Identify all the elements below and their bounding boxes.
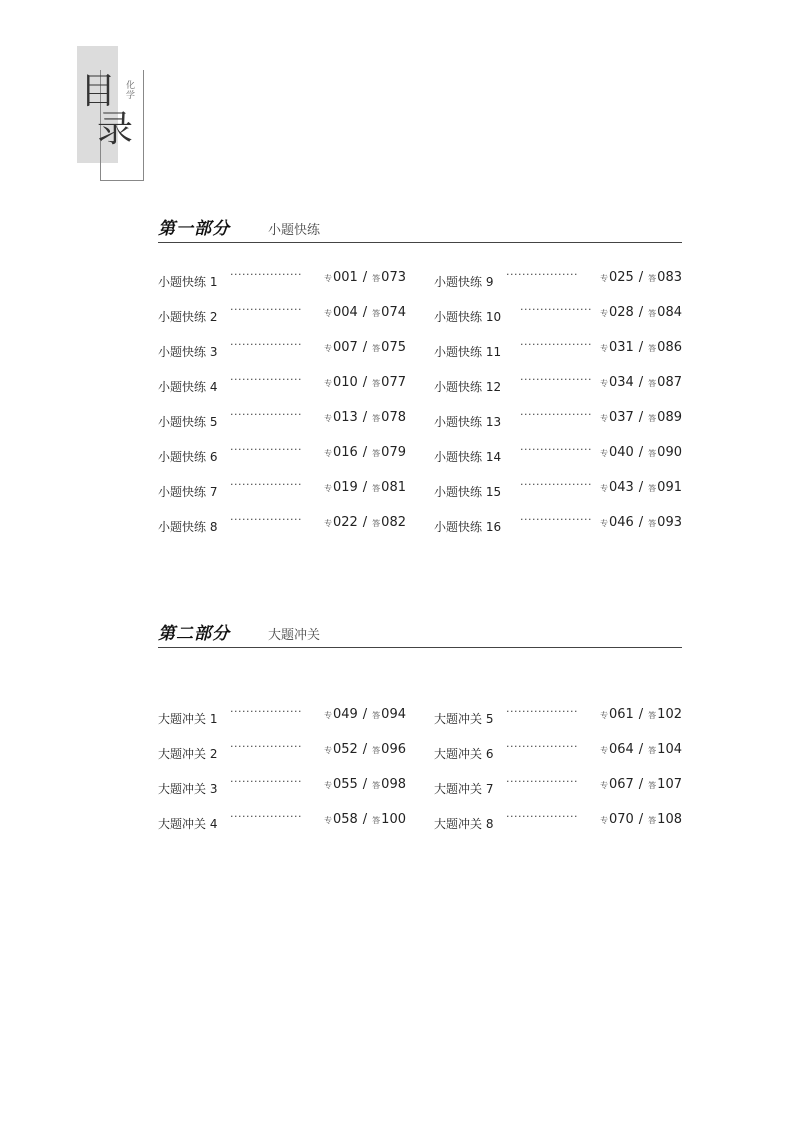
answer-page: 093	[657, 515, 682, 530]
leader-dots: ··················	[520, 303, 592, 316]
leader-dots: ··················	[230, 268, 302, 281]
separator: /	[638, 270, 644, 285]
entry-label: 小题快练 12	[434, 380, 502, 394]
separator: /	[362, 410, 368, 425]
question-marker: 专	[599, 344, 608, 353]
answer-marker: 答	[648, 309, 657, 318]
entry-label: 小题快练 3	[158, 345, 218, 359]
question-marker: 专	[323, 519, 332, 528]
page-refs	[600, 270, 682, 285]
toc-entry[interactable]	[434, 707, 682, 725]
toc-entry[interactable]	[434, 445, 682, 463]
separator: /	[362, 305, 368, 320]
page-refs	[600, 410, 682, 425]
answer-page: 073	[381, 270, 406, 285]
answer-page: 077	[381, 375, 406, 390]
question-page: 001	[332, 270, 358, 285]
entry-label: 小题快练 13	[434, 415, 502, 429]
entry-label: 小题快练 2	[158, 310, 218, 324]
page-refs	[324, 480, 406, 495]
separator: /	[362, 777, 368, 792]
question-page: 028	[608, 305, 634, 320]
question-marker: 专	[323, 484, 332, 493]
page-refs	[324, 707, 406, 722]
separator: /	[362, 707, 368, 722]
answer-page: 098	[381, 777, 406, 792]
toc-entry[interactable]	[158, 777, 406, 795]
page-refs	[324, 812, 406, 827]
toc-entry[interactable]	[434, 742, 682, 760]
answer-marker: 答	[648, 379, 657, 388]
toc-entry[interactable]	[158, 270, 406, 288]
question-page: 037	[608, 410, 634, 425]
answer-marker: 答	[648, 519, 657, 528]
page-refs	[324, 305, 406, 320]
answer-page: 102	[657, 707, 682, 722]
page-refs	[600, 480, 682, 495]
question-marker: 专	[599, 274, 608, 283]
toc-entry[interactable]	[158, 305, 406, 323]
answer-marker: 答	[372, 781, 381, 790]
leader-dots: ··················	[520, 408, 592, 421]
question-page: 016	[332, 445, 358, 460]
page-refs	[324, 777, 406, 792]
part1-header	[158, 218, 682, 243]
question-marker: 专	[323, 781, 332, 790]
title-char-mu: 目	[80, 71, 117, 112]
leader-dots: ··················	[230, 740, 302, 753]
question-page: 007	[332, 340, 358, 355]
separator: /	[362, 742, 368, 757]
question-marker: 专	[323, 816, 332, 825]
question-page: 049	[332, 707, 358, 722]
answer-marker: 答	[648, 414, 657, 423]
question-page: 052	[332, 742, 358, 757]
question-marker: 专	[323, 746, 332, 755]
leader-dots: ··················	[230, 408, 302, 421]
subject-label: 化学	[124, 80, 134, 100]
entry-label: 大题冲关 7	[434, 782, 494, 796]
answer-page: 084	[657, 305, 682, 320]
answer-page: 091	[657, 480, 682, 495]
entry-label: 大题冲关 4	[158, 817, 218, 831]
answer-marker: 答	[372, 711, 381, 720]
entry-label: 大题冲关 6	[434, 747, 494, 761]
question-marker: 专	[599, 781, 608, 790]
question-page: 004	[332, 305, 358, 320]
question-page: 061	[608, 707, 634, 722]
answer-page: 089	[657, 410, 682, 425]
toc-entry[interactable]	[434, 480, 682, 498]
separator: /	[362, 270, 368, 285]
part2-title: 大题冲关	[268, 628, 321, 643]
page-refs	[600, 445, 682, 460]
question-marker: 专	[323, 711, 332, 720]
page-refs	[600, 515, 682, 530]
leader-dots: ··················	[520, 443, 592, 456]
toc-entry[interactable]	[158, 742, 406, 760]
entry-label: 小题快练 9	[434, 275, 494, 289]
entry-label: 小题快练 8	[158, 520, 218, 534]
separator: /	[638, 742, 644, 757]
question-marker: 专	[599, 816, 608, 825]
toc-entry[interactable]	[158, 480, 406, 498]
answer-marker: 答	[648, 746, 657, 755]
question-page: 043	[608, 480, 634, 495]
part1-title: 小题快练	[268, 223, 321, 238]
question-page: 022	[332, 515, 358, 530]
question-marker: 专	[599, 746, 608, 755]
leader-dots: ··················	[520, 338, 592, 351]
separator: /	[638, 410, 644, 425]
toc-entry[interactable]	[434, 812, 682, 830]
page-refs	[600, 305, 682, 320]
entry-label: 小题快练 6	[158, 450, 218, 464]
question-page: 058	[332, 812, 358, 827]
toc-entry[interactable]	[158, 410, 406, 428]
toc-entry[interactable]	[434, 305, 682, 323]
answer-marker: 答	[648, 816, 657, 825]
separator: /	[362, 812, 368, 827]
leader-dots: ··················	[506, 810, 578, 823]
separator: /	[638, 515, 644, 530]
answer-page: 096	[381, 742, 406, 757]
answer-marker: 答	[372, 449, 381, 458]
question-marker: 专	[323, 414, 332, 423]
toc-entry[interactable]	[158, 340, 406, 358]
toc-entry[interactable]	[434, 777, 682, 795]
answer-page: 104	[657, 742, 682, 757]
question-marker: 专	[599, 484, 608, 493]
question-page: 055	[332, 777, 358, 792]
answer-marker: 答	[372, 309, 381, 318]
answer-page: 083	[657, 270, 682, 285]
toc-entry[interactable]	[434, 410, 682, 428]
question-marker: 专	[599, 519, 608, 528]
separator: /	[362, 375, 368, 390]
page-refs	[324, 742, 406, 757]
answer-marker: 答	[648, 344, 657, 353]
entry-label: 小题快练 5	[158, 415, 218, 429]
question-marker: 专	[599, 379, 608, 388]
answer-page: 086	[657, 340, 682, 355]
answer-marker: 答	[372, 379, 381, 388]
page-refs	[324, 515, 406, 530]
answer-page: 081	[381, 480, 406, 495]
question-page: 046	[608, 515, 634, 530]
separator: /	[638, 375, 644, 390]
question-page: 040	[608, 445, 634, 460]
separator: /	[638, 480, 644, 495]
leader-dots: ··················	[506, 740, 578, 753]
answer-marker: 答	[372, 519, 381, 528]
entry-label: 大题冲关 1	[158, 712, 218, 726]
answer-page: 094	[381, 707, 406, 722]
page-refs	[600, 777, 682, 792]
separator: /	[362, 340, 368, 355]
title-char-lu: 录	[97, 109, 134, 150]
answer-page: 100	[381, 812, 406, 827]
leader-dots: ··················	[520, 513, 592, 526]
question-page: 025	[608, 270, 634, 285]
page-refs	[324, 375, 406, 390]
toc-entry[interactable]	[434, 515, 682, 533]
entry-label: 大题冲关 3	[158, 782, 218, 796]
leader-dots: ··················	[506, 775, 578, 788]
toc-entry[interactable]	[158, 445, 406, 463]
answer-marker: 答	[372, 484, 381, 493]
question-page: 070	[608, 812, 634, 827]
toc-entry[interactable]	[434, 270, 682, 288]
entry-label: 小题快练 4	[158, 380, 218, 394]
question-marker: 专	[323, 379, 332, 388]
toc-entry[interactable]	[158, 812, 406, 830]
separator: /	[638, 777, 644, 792]
entry-label: 小题快练 16	[434, 520, 502, 534]
page-refs	[324, 410, 406, 425]
leader-dots: ··················	[520, 373, 592, 386]
leader-dots: ··················	[230, 810, 302, 823]
entry-label: 小题快练 15	[434, 485, 502, 499]
part1-label: 第一部分	[158, 219, 230, 239]
question-marker: 专	[599, 414, 608, 423]
leader-dots: ··················	[230, 303, 302, 316]
entry-label: 大题冲关 5	[434, 712, 494, 726]
page-refs	[600, 375, 682, 390]
leader-dots: ··················	[230, 513, 302, 526]
question-page: 031	[608, 340, 634, 355]
toc-entry[interactable]	[158, 707, 406, 725]
page-refs	[324, 445, 406, 460]
leader-dots: ··················	[506, 268, 578, 281]
question-marker: 专	[323, 344, 332, 353]
page-refs	[600, 707, 682, 722]
leader-dots: ··················	[520, 478, 592, 491]
leader-dots: ··················	[230, 478, 302, 491]
toc-entry[interactable]	[434, 375, 682, 393]
answer-marker: 答	[372, 414, 381, 423]
question-page: 064	[608, 742, 634, 757]
entry-label: 小题快练 7	[158, 485, 218, 499]
part2-label: 第二部分	[158, 624, 230, 644]
entry-label: 小题快练 14	[434, 450, 502, 464]
question-page: 010	[332, 375, 358, 390]
answer-marker: 答	[648, 484, 657, 493]
answer-marker: 答	[648, 711, 657, 720]
part2-header	[158, 623, 682, 648]
separator: /	[362, 515, 368, 530]
answer-marker: 答	[648, 781, 657, 790]
question-page: 013	[332, 410, 358, 425]
answer-page: 108	[657, 812, 682, 827]
separator: /	[362, 480, 368, 495]
page-refs	[600, 742, 682, 757]
question-marker: 专	[599, 711, 608, 720]
answer-marker: 答	[648, 449, 657, 458]
answer-page: 074	[381, 305, 406, 320]
question-marker: 专	[323, 309, 332, 318]
question-marker: 专	[599, 309, 608, 318]
answer-marker: 答	[372, 344, 381, 353]
entry-label: 小题快练 10	[434, 310, 502, 324]
leader-dots: ··················	[230, 443, 302, 456]
toc-entry[interactable]	[158, 515, 406, 533]
entry-label: 小题快练 1	[158, 275, 218, 289]
answer-marker: 答	[372, 746, 381, 755]
answer-marker: 答	[372, 274, 381, 283]
separator: /	[638, 812, 644, 827]
leader-dots: ··················	[230, 705, 302, 718]
question-page: 034	[608, 375, 634, 390]
entry-label: 小题快练 11	[434, 345, 502, 359]
separator: /	[362, 445, 368, 460]
answer-page: 087	[657, 375, 682, 390]
answer-page: 078	[381, 410, 406, 425]
entry-label: 大题冲关 2	[158, 747, 218, 761]
answer-page: 090	[657, 445, 682, 460]
page-refs	[324, 340, 406, 355]
page-refs	[600, 340, 682, 355]
toc-entry[interactable]	[434, 340, 682, 358]
separator: /	[638, 340, 644, 355]
toc-entry[interactable]	[158, 375, 406, 393]
answer-marker: 答	[372, 816, 381, 825]
question-page: 019	[332, 480, 358, 495]
separator: /	[638, 305, 644, 320]
answer-marker: 答	[648, 274, 657, 283]
separator: /	[638, 445, 644, 460]
leader-dots: ··················	[230, 373, 302, 386]
answer-page: 107	[657, 777, 682, 792]
answer-page: 082	[381, 515, 406, 530]
question-marker: 专	[323, 449, 332, 458]
question-page: 067	[608, 777, 634, 792]
separator: /	[638, 707, 644, 722]
leader-dots: ··················	[506, 705, 578, 718]
answer-page: 075	[381, 340, 406, 355]
page-refs	[600, 812, 682, 827]
answer-page: 079	[381, 445, 406, 460]
question-marker: 专	[323, 274, 332, 283]
entry-label: 大题冲关 8	[434, 817, 494, 831]
leader-dots: ··················	[230, 338, 302, 351]
question-marker: 专	[599, 449, 608, 458]
page-refs	[324, 270, 406, 285]
leader-dots: ··················	[230, 775, 302, 788]
